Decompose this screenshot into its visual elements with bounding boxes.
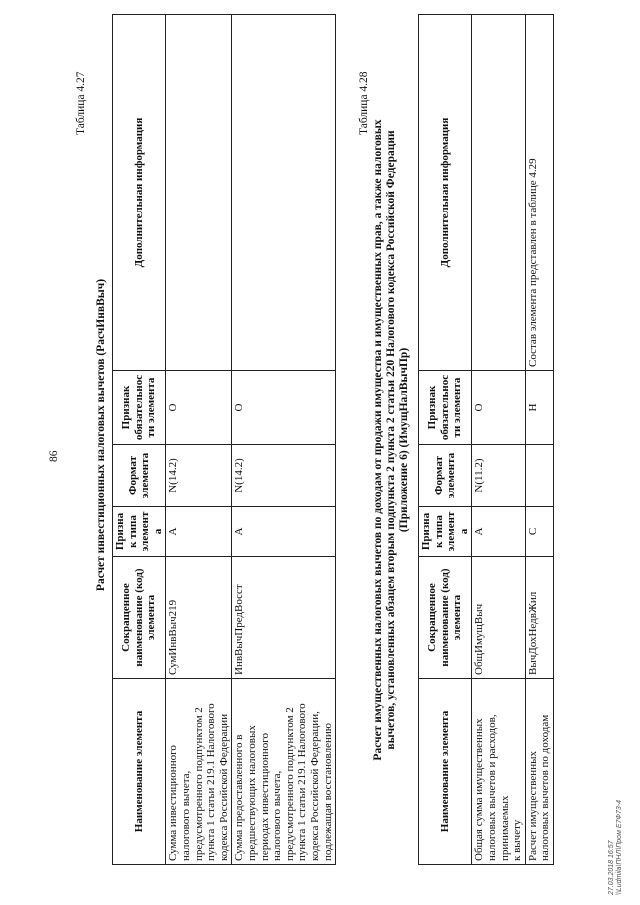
- table-cell: Состав элемента представлен в таблице 4.29: [525, 15, 553, 371]
- table-cell: О: [232, 371, 336, 445]
- table-cell: N(11.2): [472, 445, 525, 507]
- table-cell: Сумма предоставленного в предшествующих налоговых периодах инвестиционного налогового вычета, предусмотренного подпунктом 2 пункта 1 статьи 219.1 Налогового кодекса Российской Федерации, подлежащая восстановлению: [232, 679, 336, 865]
- table-cell: Сумма инвестиционного налогового вычета, предусмотренного подпунктом 2 пункта 1 статьи 219.1 Налогового кодекса Российской Федерации: [166, 679, 232, 865]
- table-header-row: [419, 15, 472, 865]
- table-row: [232, 15, 336, 865]
- column-header: Сокращенное наименование (код) элемента: [419, 557, 472, 679]
- table-row: [166, 15, 232, 865]
- table-cell: [525, 445, 553, 507]
- table-cell: С: [525, 507, 553, 557]
- table-header-row: [113, 15, 166, 865]
- table-cell: N(14.2): [232, 445, 336, 507]
- print-stamp-line: \\Ludmila\ПНЛ\Пром Е7Ф73-4: [616, 800, 623, 895]
- column-header: Признак типа элемента: [419, 507, 472, 557]
- table-title-line: (Приложение 6) (ИмущНалВычПр): [398, 347, 410, 533]
- table-cell: ОбщИмущВыч: [472, 557, 525, 679]
- table-row: [525, 15, 553, 865]
- column-header: Признак типа элемента: [113, 507, 166, 557]
- table-cell: СумИнвВыч219: [166, 557, 232, 679]
- table-cell: ВычДохНедвЖил: [525, 557, 553, 679]
- table-cell: Н: [525, 371, 553, 445]
- table-label: Таблица 4.27: [75, 71, 87, 135]
- table-cell: [232, 15, 336, 371]
- data-table: [418, 14, 554, 865]
- column-header: Признак обязательности элемента: [419, 371, 472, 445]
- column-header: Сокращенное наименование (код) элемента: [113, 557, 166, 679]
- table-cell: А: [166, 507, 232, 557]
- column-header: Формат элемента: [113, 445, 166, 507]
- table-cell: Расчет имущественных налоговых вычетов по доходам: [525, 679, 553, 865]
- data-table: [112, 14, 336, 865]
- column-header: Признак обязательности элемента: [113, 371, 166, 445]
- column-header: Дополнительная информация: [419, 15, 472, 371]
- page-number: 86: [48, 450, 60, 462]
- table-title: Расчет инвестиционных налоговых вычетов (РасчИнвВыч): [95, 278, 107, 592]
- table-cell: [166, 15, 232, 371]
- print-stamp-line: 27.03.2018 16:57: [608, 840, 615, 895]
- table-title-line: Расчет имущественных налоговых вычетов по доходам от продажи имущества и имущественных прав, а также налоговых: [372, 119, 384, 761]
- column-header: Формат элемента: [419, 445, 472, 507]
- table-cell: N(14.2): [166, 445, 232, 507]
- column-header: Дополнительная информация: [113, 15, 166, 371]
- table-cell: ИнвВычПредВосст: [232, 557, 336, 679]
- table-cell: [472, 15, 525, 371]
- column-header: Наименование элемента: [419, 679, 472, 865]
- table-cell: О: [472, 371, 525, 445]
- table-label: Таблица 4.28: [358, 71, 370, 135]
- table-cell: А: [232, 507, 336, 557]
- column-header: Наименование элемента: [113, 679, 166, 865]
- table-cell: Общая сумма имущественных налоговых вычетов и расходов, принимаемых к вычету: [472, 679, 525, 865]
- table-cell: О: [166, 371, 232, 445]
- table-title-line: вычетов, установленных абзацем вторым подпункта 2 пункта 2 статьи 220 Налогового кодекса Российской Федерации: [385, 130, 397, 750]
- table-row: [472, 15, 525, 865]
- table-cell: А: [472, 507, 525, 557]
